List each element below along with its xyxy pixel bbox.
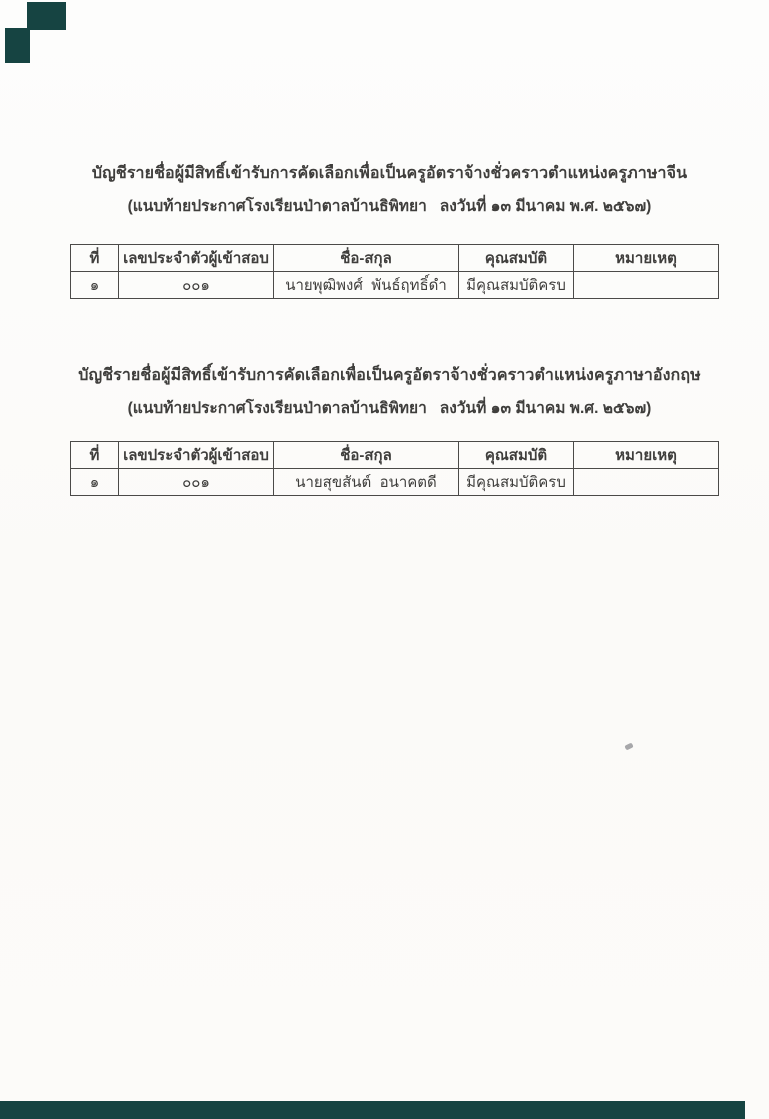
scan-artifact-top-left-square-2 <box>5 28 30 63</box>
section2-candidate-table <box>70 441 719 496</box>
table-row <box>71 272 719 299</box>
section2-title-block <box>20 364 759 421</box>
header-candidate-id: เลขประจำตัวผู้เข้าสอบ <box>119 245 274 272</box>
cell-remark <box>574 272 719 299</box>
header-remark: หมายเหตุ <box>574 442 719 469</box>
cell-candidate-id: ๐๐๑ <box>119 272 274 299</box>
cell-no: ๑ <box>71 469 119 496</box>
header-name: ชื่อ-สกุล <box>274 442 459 469</box>
scan-artifact-bottom-bar <box>0 1101 745 1119</box>
header-remark: หมายเหตุ <box>574 245 719 272</box>
scan-artifact-top-left-square-1 <box>27 2 66 30</box>
table-row <box>71 469 719 496</box>
header-no: ที่ <box>71 442 119 469</box>
cell-remark <box>574 469 719 496</box>
cell-qualification: มีคุณสมบัติครบ <box>459 272 574 299</box>
section1-title-block <box>20 162 759 219</box>
cell-qualification: มีคุณสมบัติครบ <box>459 469 574 496</box>
section1-candidate-table <box>70 244 719 299</box>
table-header-row <box>71 442 719 469</box>
header-no: ที่ <box>71 245 119 272</box>
section2-subtitle: (แนบท้ายประกาศโรงเรียนป่าตาลบ้านธิพิทยา ลงวันที่ ๑๓ มีนาคม พ.ศ. ๒๕๖๗) <box>127 400 652 417</box>
header-name: ชื่อ-สกุล <box>274 245 459 272</box>
header-candidate-id: เลขประจำตัวผู้เข้าสอบ <box>119 442 274 469</box>
header-qualification: คุณสมบัติ <box>459 442 574 469</box>
table-header-row <box>71 245 719 272</box>
section2-title: บัญชีรายชื่อผู้มีสิทธิ์เข้ารับการคัดเลือกเพื่อเป็นครูอัตราจ้างชั่วคราวตำแหน่งครูภาษาอังกฤษ <box>78 367 701 384</box>
header-qualification: คุณสมบัติ <box>459 245 574 272</box>
cell-candidate-id: ๐๐๑ <box>119 469 274 496</box>
scan-speck <box>624 743 633 751</box>
section1-subtitle: (แนบท้ายประกาศโรงเรียนป่าตาลบ้านธิพิทยา ลงวันที่ ๑๓ มีนาคม พ.ศ. ๒๕๖๗) <box>127 198 652 215</box>
cell-name: นายพุฒิพงศ์ พันธ์ฤทธิ์ดำ <box>274 272 459 299</box>
section1-title: บัญชีรายชื่อผู้มีสิทธิ์เข้ารับการคัดเลือกเพื่อเป็นครูอัตราจ้างชั่วคราวตำแหน่งครูภาษาจีน <box>91 165 688 182</box>
cell-name: นายสุขสันต์ อนาคตดี <box>274 469 459 496</box>
cell-no: ๑ <box>71 272 119 299</box>
